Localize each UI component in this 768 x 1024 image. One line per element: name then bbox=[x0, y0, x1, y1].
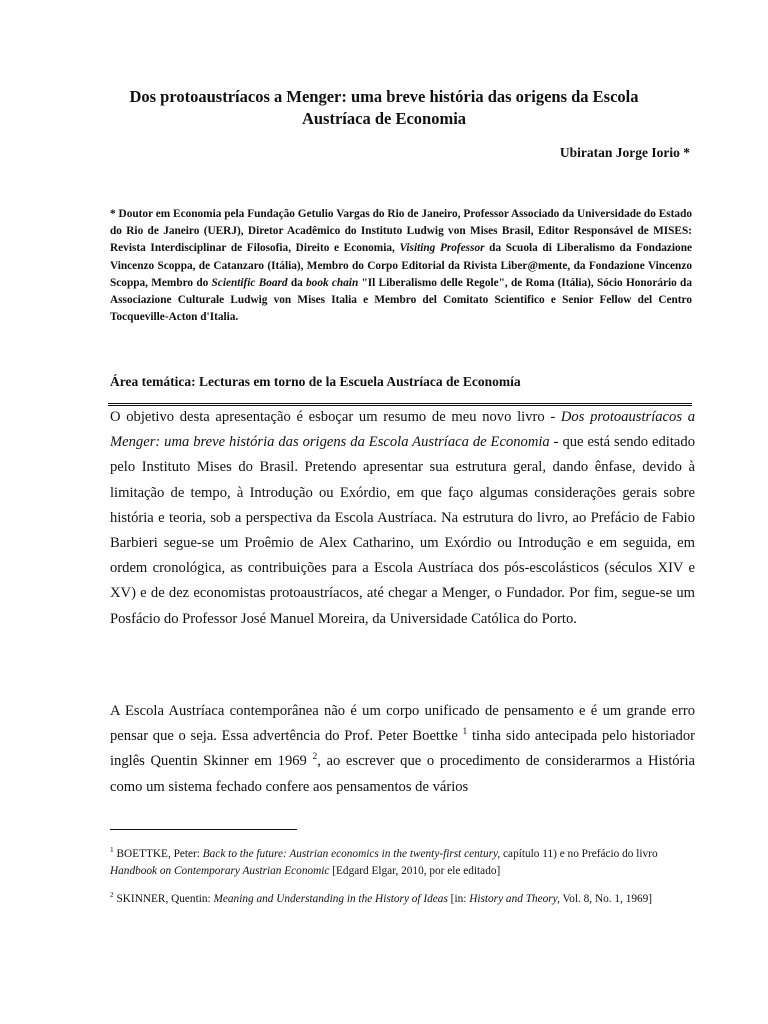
body-paragraph-1 bbox=[110, 405, 695, 632]
footnote-2-number: 2 bbox=[110, 890, 114, 900]
footnote-1-number: 1 bbox=[110, 845, 114, 855]
paragraph-1-text-a: O objetivo desta apresentação é esboçar um resumo de meu novo livro - bbox=[110, 409, 561, 425]
footnote-1 bbox=[110, 846, 695, 880]
footnote-1-text-a: BOETTKE, Peter: bbox=[113, 848, 203, 860]
affiliation-italic-1: Visiting Professor bbox=[399, 242, 485, 255]
affiliation-text-3: da bbox=[287, 276, 307, 289]
paper-title: Dos protoaustríacos a Menger: uma breve história das origens da Escola Austríaca de Economia bbox=[129, 87, 639, 128]
footnote-2-text-c: Vol. 8, No. 1, 1969] bbox=[559, 893, 653, 905]
footnote-2-italic-1: Meaning and Understanding in the History of Ideas bbox=[213, 893, 448, 905]
paragraph-2-text-c: , ao escrever que o procedimento de considerarmos a História como um sistema fechado confere aos pensamentos de vários bbox=[110, 753, 695, 795]
footnote-divider bbox=[110, 829, 297, 830]
footnote-1-text-c: [Edgard Elgar, 2010, por ele editado] bbox=[329, 865, 501, 877]
paragraph-1-text-b: - que está sendo editado pelo Instituto Mises do Brasil. Pretendo apresentar sua estrutura geral, dando ênfase, devido à limitação de tempo, à Introdução ou Exórdio, em que faço algumas considerações gerais sobre história e teoria, sob a perspectiva da Escola Austríaca. Na estrutura do livro, ao Prefácio de Fabio Barbieri segue-se um Proêmio de Alex Catharino, um Exórdio ou Introdução e em seguida, em ordem cronológica, as contribuições para a Escola Austríaca dos pós-escolásticos (séculos XIV e XV) e de dez economistas protoaustríacos, até chegar a Menger, o Fundador. Por fim, segue-se um Posfácio do Professor José Manuel Moreira, da Universidade Católica do Porto. bbox=[110, 434, 695, 627]
footnote-1-italic-1: Back to the future: Austrian economics in the twenty-first century, bbox=[202, 848, 501, 860]
footnote-1-text-b: capítulo 11) e no Prefácio do livro bbox=[500, 848, 658, 860]
footnote-ref-1[interactable]: 1 bbox=[462, 727, 468, 738]
footnote-ref-2[interactable]: 2 bbox=[312, 752, 318, 763]
footnote-2 bbox=[110, 891, 695, 908]
author-affiliation-note bbox=[110, 206, 692, 326]
affiliation-italic-3: book chain bbox=[306, 276, 359, 289]
affiliation-text-4: "Il Liberalismo delle Regole", de Roma (Itália), Sócio Honorário da Associazione Culturale Ludwig von Mises Italia e Membro del Comitato Scientifico e Senior Fellow del Centro Tocqueville-Acton d'Italia. bbox=[110, 276, 692, 324]
body-paragraph-2 bbox=[110, 699, 695, 800]
paragraph-2-text-a: A Escola Austríaca contemporânea não é um corpo unificado de pensamento e é um grande erro pensar que o seja. Essa advertência do Prof. Peter Boettke bbox=[110, 703, 695, 745]
footnote-2-italic-2: History and Theory, bbox=[469, 893, 560, 905]
footnote-2-text-b: [in: bbox=[447, 893, 470, 905]
paragraph-2-text-b: tinha sido antecipada pelo historiador inglês Quentin Skinner em 1969 bbox=[110, 728, 695, 770]
footnote-1-italic-2: Handbook on Contemporary Austrian Economic bbox=[110, 865, 330, 877]
affiliation-italic-2: Scientific Board bbox=[211, 276, 288, 289]
thematic-area-heading: Área temática: Lecturas em torno de la Escuela Austríaca de Economía bbox=[110, 374, 521, 389]
book-title-italic: Dos protoaustríacos a Menger: uma breve história das origens da Escola Austríaca de Economia bbox=[110, 409, 695, 451]
affiliation-text-1: * Doutor em Economia pela Fundação Getulio Vargas do Rio de Janeiro, Professor Associado da Universidade do Estado do Rio de Janeiro (UERJ), Diretor Acadêmico do Instituto Ludwig von Mises Brasil, Editor Responsável de MISES: Revista Interdisciplinar de Filosofia, Direito e Economia, bbox=[110, 208, 692, 255]
affiliation-text-2: da Scuola di Liberalismo da Fondazione Vincenzo Scoppa, de Catanzaro (Itália), Membro do Corpo Editorial da Rivista Liber@mente, da Fondazione Vincenzo Scoppa, Membro do bbox=[110, 242, 692, 289]
footnote-2-text-a: SKINNER, Quentin: bbox=[113, 893, 214, 905]
author-name: Ubiratan Jorge Iorio * bbox=[559, 145, 690, 160]
